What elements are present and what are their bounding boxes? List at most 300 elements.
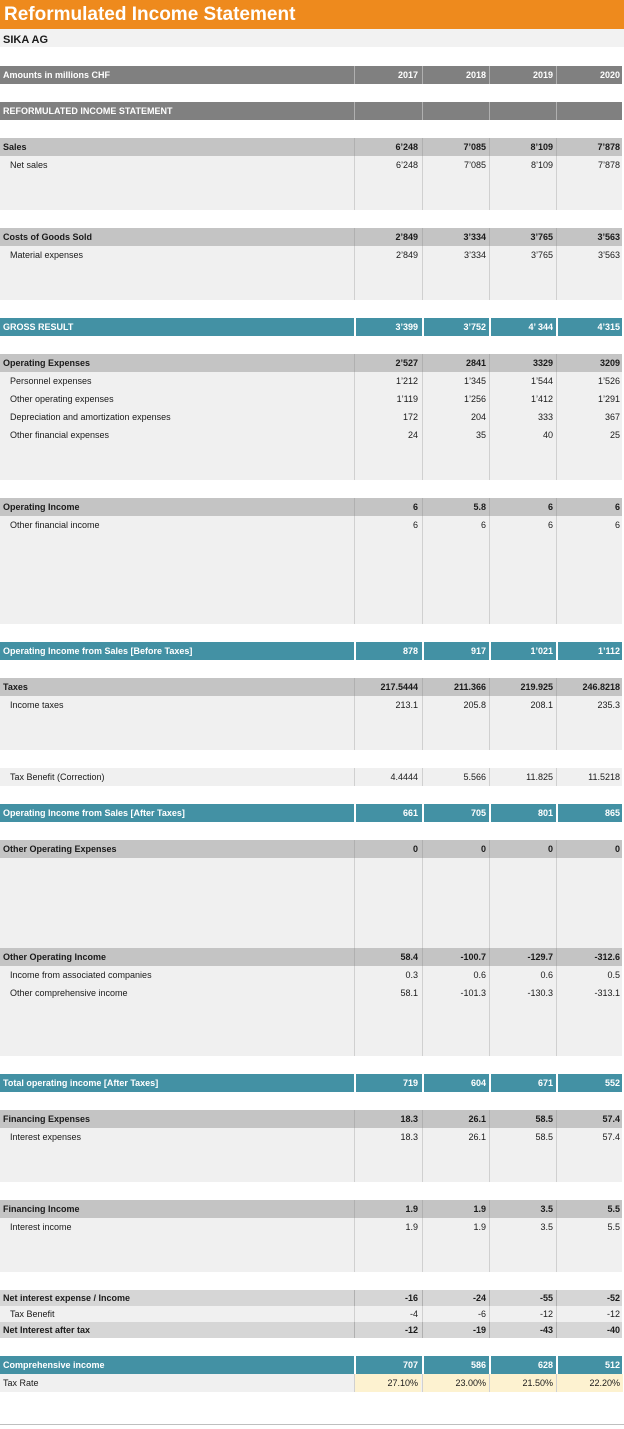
blank-row (0, 1236, 622, 1254)
value-cell: 6 (547, 520, 553, 530)
column-separator (354, 1236, 355, 1254)
column-separator (354, 1254, 355, 1272)
blank-row (0, 1146, 622, 1164)
value-cell: 1’021 (530, 646, 553, 656)
blank-row (0, 570, 622, 588)
value-cell: 333 (537, 412, 553, 422)
column-separator (422, 912, 423, 930)
value-cell: 0.5 (607, 970, 620, 980)
row-label: Costs of Goods Sold (3, 232, 92, 242)
value-cell: 2018 (465, 70, 486, 80)
row-label: Financing Income (3, 1204, 80, 1214)
value-cell: 6 (547, 502, 553, 512)
value-cell: 1’291 (597, 394, 620, 404)
column-separator (422, 264, 423, 282)
column-separator (422, 102, 423, 120)
column-separator (422, 588, 423, 606)
row-depreciation-and-amortization-expenses (0, 408, 622, 426)
column-separator (489, 462, 490, 480)
column-separator (489, 606, 490, 624)
row-other-operating-expenses (0, 840, 622, 858)
value-cell: 2’849 (395, 250, 418, 260)
row-label: Interest income (10, 1222, 72, 1232)
row-label: Financing Expenses (3, 1114, 91, 1124)
row-label: Other Operating Income (3, 952, 107, 962)
blank-row (0, 660, 622, 678)
value-cell: 18.3 (400, 1132, 418, 1142)
value-cell: -16 (404, 1293, 418, 1303)
column-separator (354, 192, 355, 210)
value-cell: -55 (539, 1293, 553, 1303)
row-label: Other comprehensive income (10, 988, 128, 998)
value-cell: 0 (614, 844, 620, 854)
column-separator (354, 930, 355, 948)
value-cell: 211.366 (453, 682, 486, 692)
value-cell: 219.925 (520, 682, 553, 692)
value-cell: -12 (606, 1309, 620, 1319)
value-cell: 1’412 (530, 394, 553, 404)
column-separator (354, 1038, 355, 1056)
column-separator (422, 858, 423, 876)
row-label: Tax Benefit (10, 1309, 55, 1319)
row-financing-income (0, 1200, 622, 1218)
row-interest-expenses (0, 1128, 622, 1146)
column-separator (422, 1164, 423, 1182)
column-separator (556, 732, 557, 750)
value-cell: 3’765 (530, 250, 553, 260)
column-separator (489, 534, 490, 552)
blank-row (0, 1338, 622, 1356)
column-separator (489, 174, 490, 192)
column-separator (489, 264, 490, 282)
value-cell: 3’334 (463, 250, 486, 260)
value-cell: 205.8 (463, 700, 486, 710)
value-cell: 0.3 (405, 970, 418, 980)
column-separator (489, 102, 490, 120)
value-cell: 208.1 (530, 700, 553, 710)
value-cell: 628 (537, 1360, 553, 1370)
value-cell: 0.6 (473, 970, 486, 980)
row-label: Depreciation and amortization expenses (10, 412, 171, 422)
value-cell: 0.6 (540, 970, 553, 980)
value-cell: -130.3 (527, 988, 553, 998)
blank-row (0, 1038, 622, 1056)
blank-row (0, 822, 622, 840)
value-cell: -101.3 (460, 988, 486, 998)
column-separator (354, 534, 355, 552)
row-income-taxes (0, 696, 622, 714)
row-label: Income taxes (10, 700, 64, 710)
value-cell: 2841 (465, 358, 486, 368)
column-separator (489, 930, 490, 948)
blank-row (0, 1164, 622, 1182)
value-cell: -43 (539, 1325, 553, 1335)
value-cell: 3’399 (395, 322, 418, 332)
column-separator (354, 264, 355, 282)
row-gross-result (0, 318, 622, 336)
value-cell: 11.825 (526, 772, 553, 782)
column-separator (489, 732, 490, 750)
column-separator (354, 282, 355, 300)
value-cell: 7’085 (463, 160, 486, 170)
column-separator (354, 588, 355, 606)
column-separator (556, 102, 557, 120)
row-operating-income-from-sales-after-taxes (0, 804, 622, 822)
blank-row (0, 732, 622, 750)
value-cell: 213.1 (395, 700, 418, 710)
value-cell: 3329 (532, 358, 553, 368)
value-cell: 26.1 (468, 1132, 486, 1142)
value-cell: 1’256 (463, 394, 486, 404)
value-cell: 8’109 (530, 142, 553, 152)
column-separator (489, 1236, 490, 1254)
value-cell: 58.4 (400, 952, 418, 962)
row-label: Tax Rate (3, 1378, 39, 1388)
value-cell: 604 (470, 1078, 486, 1088)
column-separator (354, 1164, 355, 1182)
row-income-from-associated-companies (0, 966, 622, 984)
value-cell: 1.9 (473, 1204, 486, 1214)
column-separator (489, 912, 490, 930)
value-cell: 3’765 (530, 232, 553, 242)
column-separator (556, 462, 557, 480)
column-separator (489, 1038, 490, 1056)
row-label: Tax Benefit (Correction) (10, 772, 105, 782)
column-separator (556, 876, 557, 894)
column-separator (422, 444, 423, 462)
column-separator (489, 1020, 490, 1038)
value-cell: 1’212 (395, 376, 418, 386)
blank-row (0, 894, 622, 912)
blank-row (0, 714, 622, 732)
row-label: Sales (3, 142, 27, 152)
value-cell: 7’085 (463, 142, 486, 152)
value-cell: 6 (480, 520, 486, 530)
row-net-sales (0, 156, 622, 174)
value-cell: 2020 (599, 70, 620, 80)
row-label: Other financial expenses (10, 430, 110, 440)
value-cell: 367 (604, 412, 620, 422)
column-separator (354, 462, 355, 480)
value-cell: 1’544 (530, 376, 553, 386)
blank-row (0, 750, 622, 768)
column-separator (354, 174, 355, 192)
value-cell: -12 (539, 1309, 553, 1319)
blank-row (0, 876, 622, 894)
column-separator (489, 1164, 490, 1182)
row-taxes (0, 678, 622, 696)
value-cell: 22.20% (557, 1374, 623, 1392)
row-operating-expenses (0, 354, 622, 372)
value-cell: 4’ 344 (528, 322, 553, 332)
value-cell: 40 (542, 430, 553, 440)
column-separator (422, 1020, 423, 1038)
column-separator (489, 444, 490, 462)
column-separator (489, 858, 490, 876)
blank-row (0, 858, 622, 876)
row-total-operating-income-after-taxes (0, 1074, 622, 1092)
value-cell: -24 (472, 1293, 486, 1303)
value-cell: 0 (480, 844, 486, 854)
column-separator (556, 894, 557, 912)
column-separator (489, 876, 490, 894)
value-cell: 24 (407, 430, 418, 440)
value-cell: 58.1 (400, 988, 418, 998)
row-net-interest-after-tax (0, 1322, 622, 1338)
blank-row (0, 1020, 622, 1038)
blank-row (0, 1002, 622, 1020)
blank-row (0, 47, 622, 66)
column-separator (354, 732, 355, 750)
value-cell: -19 (472, 1325, 486, 1335)
column-separator (556, 1254, 557, 1272)
row-comprehensive-income (0, 1356, 622, 1374)
value-cell: 1.9 (473, 1222, 486, 1232)
value-cell: 6 (614, 520, 620, 530)
column-separator (354, 858, 355, 876)
column-separator (489, 192, 490, 210)
row-label: Net Interest after tax (3, 1325, 91, 1335)
value-cell: 3’752 (463, 322, 486, 332)
blank-row (0, 282, 622, 300)
column-separator (422, 462, 423, 480)
value-cell: 35 (475, 430, 486, 440)
column-separator (556, 192, 557, 210)
value-cell: 235.3 (597, 700, 620, 710)
row-label: Taxes (3, 682, 28, 692)
value-cell: -129.7 (527, 952, 553, 962)
row-personnel-expenses (0, 372, 622, 390)
value-cell: 5.5 (607, 1222, 620, 1232)
value-cell: 26.1 (468, 1114, 486, 1124)
blank-row (0, 264, 622, 282)
row-tax-benefit (0, 1306, 622, 1322)
column-separator (422, 1236, 423, 1254)
value-cell: 23.00% (423, 1374, 489, 1392)
column-separator (556, 858, 557, 876)
value-cell: 1’112 (597, 646, 620, 656)
blank-row (0, 606, 622, 624)
column-separator (422, 174, 423, 192)
value-cell: 3’563 (597, 232, 620, 242)
column-separator (489, 552, 490, 570)
blank-row (0, 120, 622, 138)
row-label: Operating Expenses (3, 358, 91, 368)
value-cell: -312.6 (594, 952, 620, 962)
value-cell: 5.566 (463, 772, 486, 782)
value-cell: 1.9 (405, 1204, 418, 1214)
column-separator (422, 894, 423, 912)
row-other-comprehensive-income (0, 984, 622, 1002)
column-separator (422, 1038, 423, 1056)
column-separator (556, 912, 557, 930)
blank-row (0, 1056, 622, 1074)
row-costs-of-goods-sold (0, 228, 622, 246)
blank-row (0, 192, 622, 210)
row-label: Other financial income (10, 520, 100, 530)
column-separator (489, 894, 490, 912)
row-label: Amounts in millions CHF (3, 70, 110, 80)
value-cell: 18.3 (400, 1114, 418, 1124)
blank-row (0, 1272, 622, 1290)
column-separator (556, 1038, 557, 1056)
column-separator (556, 534, 557, 552)
column-separator (556, 1020, 557, 1038)
value-cell: 1’526 (597, 376, 620, 386)
column-separator (556, 264, 557, 282)
column-separator (422, 732, 423, 750)
column-separator (354, 606, 355, 624)
column-separator (556, 588, 557, 606)
value-cell: 6 (412, 502, 418, 512)
column-separator (556, 174, 557, 192)
column-separator (354, 444, 355, 462)
value-cell: 6’248 (395, 142, 418, 152)
row-label: Comprehensive income (3, 1360, 105, 1370)
value-cell: 57.4 (602, 1132, 620, 1142)
value-cell: 552 (604, 1078, 620, 1088)
value-cell: 512 (604, 1360, 620, 1370)
value-cell: 1’119 (396, 394, 418, 404)
column-separator (489, 588, 490, 606)
value-cell: -4 (409, 1309, 418, 1319)
column-separator (489, 1146, 490, 1164)
column-separator (422, 1146, 423, 1164)
value-cell: 3’563 (597, 250, 620, 260)
value-cell: 172 (402, 412, 418, 422)
blank-row (0, 624, 622, 642)
row-label: Other operating expenses (10, 394, 114, 404)
value-cell: 21.50% (490, 1374, 556, 1392)
value-cell: 719 (402, 1078, 418, 1088)
value-cell: 27.10% (355, 1374, 421, 1392)
column-separator (556, 570, 557, 588)
column-separator (556, 444, 557, 462)
row-operating-income (0, 498, 622, 516)
column-separator (556, 1002, 557, 1020)
row-material-expenses (0, 246, 622, 264)
column-separator (354, 912, 355, 930)
column-separator (422, 570, 423, 588)
column-separator (556, 1236, 557, 1254)
blank-row (0, 930, 622, 948)
row-label: Net sales (10, 160, 48, 170)
row-label: Interest expenses (10, 1132, 82, 1142)
value-cell: 5.8 (473, 502, 486, 512)
column-separator (489, 282, 490, 300)
column-separator (422, 534, 423, 552)
value-cell: 1.9 (405, 1222, 418, 1232)
blank-row (0, 300, 622, 318)
column-separator (422, 714, 423, 732)
row-label: Operating Income from Sales [After Taxes] (3, 808, 185, 818)
value-cell: 661 (402, 808, 418, 818)
row-label: GROSS RESULT (3, 322, 74, 332)
blank-row (0, 534, 622, 552)
value-cell: 6 (412, 520, 418, 530)
column-separator (556, 714, 557, 732)
column-separator (354, 714, 355, 732)
column-separator (489, 714, 490, 732)
value-cell: 0 (412, 844, 418, 854)
column-separator (422, 930, 423, 948)
column-separator (422, 552, 423, 570)
value-cell: 217.5444 (380, 682, 418, 692)
blank-row (0, 1092, 622, 1110)
column-separator (354, 102, 355, 120)
value-cell: 586 (470, 1360, 486, 1370)
value-cell: 7’878 (597, 142, 620, 152)
row-other-financial-income (0, 516, 622, 534)
column-separator (422, 1254, 423, 1272)
blank-row (0, 786, 622, 804)
blank-row (0, 174, 622, 192)
blank-row (0, 444, 622, 462)
column-separator (556, 1164, 557, 1182)
column-separator (354, 1002, 355, 1020)
value-cell: 58.5 (535, 1114, 553, 1124)
blank-row (0, 1182, 622, 1200)
row-label: Operating Income from Sales [Before Taxes] (3, 646, 193, 656)
column-separator (556, 282, 557, 300)
column-separator (354, 552, 355, 570)
column-separator (422, 1002, 423, 1020)
value-cell: -100.7 (460, 952, 486, 962)
value-cell: 671 (537, 1078, 553, 1088)
row-label: Operating Income (3, 502, 80, 512)
row-label: Total operating income [After Taxes] (3, 1078, 159, 1088)
column-separator (489, 570, 490, 588)
value-cell: 2019 (532, 70, 553, 80)
row-sales (0, 138, 622, 156)
value-cell: -313.1 (594, 988, 620, 998)
value-cell: 2’849 (395, 232, 418, 242)
value-cell: 0 (547, 844, 553, 854)
column-separator (422, 606, 423, 624)
row-other-operating-income (0, 948, 622, 966)
value-cell: 204 (470, 412, 486, 422)
row-interest-income (0, 1218, 622, 1236)
blank-row (0, 1254, 622, 1272)
row-label: Personnel expenses (10, 376, 92, 386)
row-tax-rate (0, 1374, 622, 1392)
value-cell: -52 (606, 1293, 620, 1303)
column-separator (354, 570, 355, 588)
value-cell: 246.8218 (582, 682, 620, 692)
row-amounts-in-millions-chf (0, 66, 622, 84)
row-tax-benefit-correction (0, 768, 622, 786)
column-separator (354, 894, 355, 912)
column-separator (556, 1146, 557, 1164)
value-cell: 2’527 (395, 358, 418, 368)
row-label: Net interest expense / Income (3, 1293, 131, 1303)
row-label: REFORMULATED INCOME STATEMENT (3, 106, 173, 116)
value-cell: 3’334 (463, 232, 486, 242)
value-cell: -40 (606, 1325, 620, 1335)
value-cell: 25 (609, 430, 620, 440)
value-cell: 6 (614, 502, 620, 512)
company-name: SIKA AG (0, 29, 624, 47)
row-other-operating-expenses (0, 390, 622, 408)
value-cell: 5.5 (607, 1204, 620, 1214)
value-cell: 8’109 (530, 160, 553, 170)
column-separator (556, 606, 557, 624)
column-separator (422, 192, 423, 210)
value-cell: -6 (477, 1309, 486, 1319)
value-cell: 58.5 (535, 1132, 553, 1142)
value-cell: 57.4 (602, 1114, 620, 1124)
row-financing-expenses (0, 1110, 622, 1128)
